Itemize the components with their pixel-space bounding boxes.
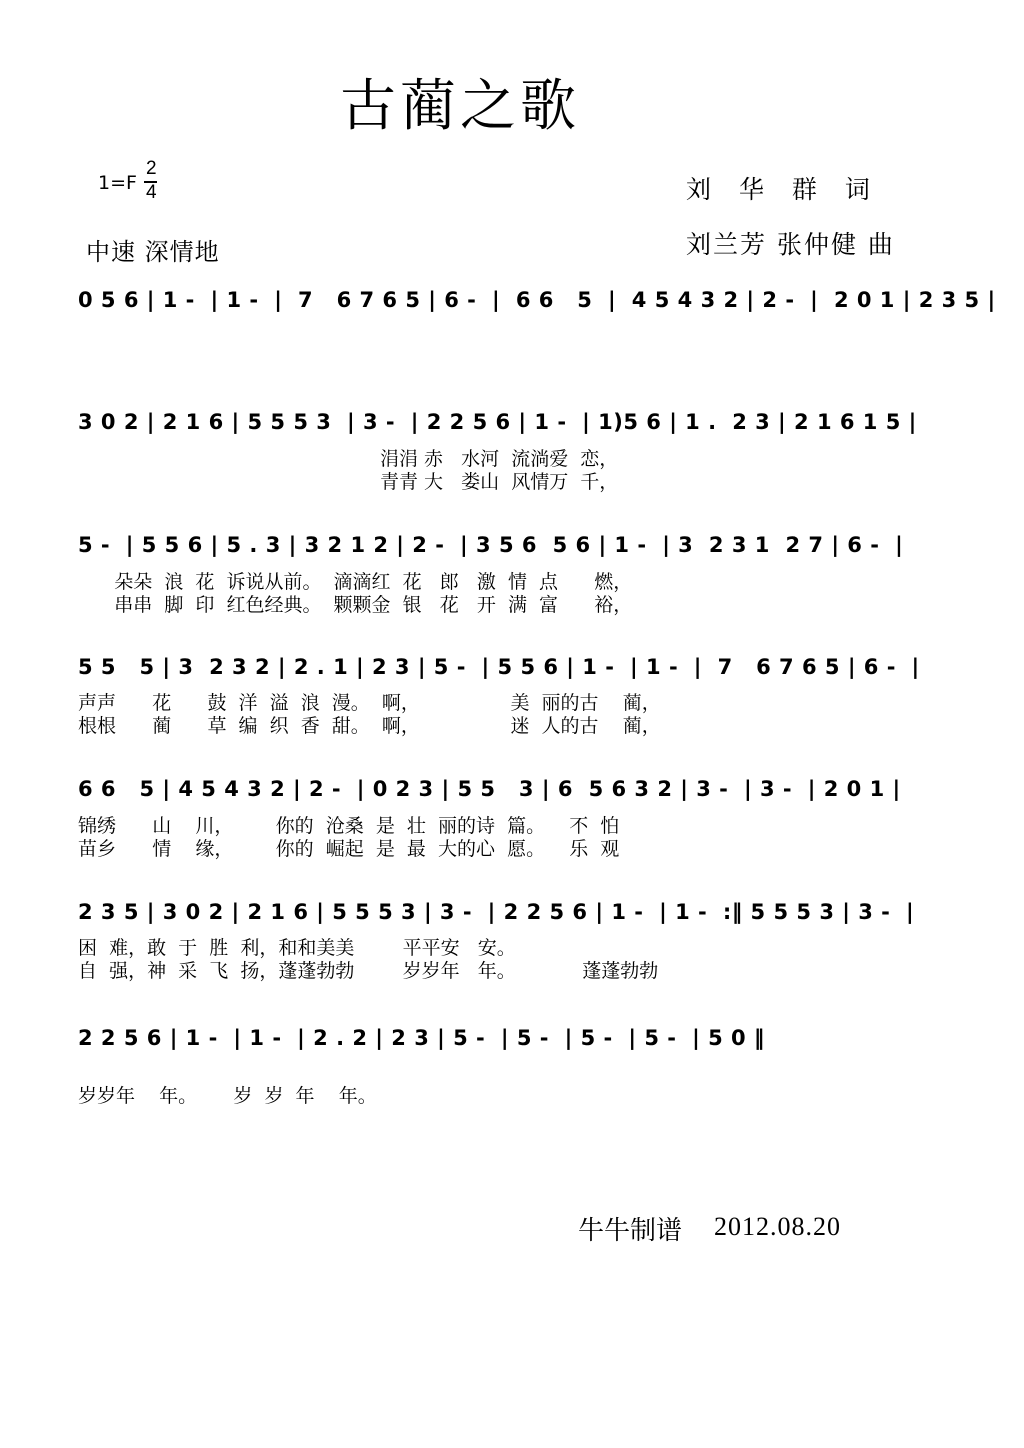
lyric-line-2-verse-1: 涓涓 赤 水河 流淌爱 恋，	[78, 448, 619, 470]
composer-credit: 刘兰芳 张仲健 曲	[686, 230, 895, 259]
song-title: 古蔺之歌	[340, 74, 580, 139]
time-signature-numerator: 2	[146, 158, 157, 179]
notation-line-2: 3 0 2 | 2 1 6 | 5 5 5 3 | 3 - | 2 2 5 6 | 1 - | 1)5 6 | 1 . 2 3 | 2 1 6 1 5 |	[78, 410, 917, 434]
lyric-line-5-verse-2: 苗乡 情 缘， 你的 崛起 是 最 大的心 愿。 乐 观	[78, 838, 620, 860]
notation-line-5: 6 6 5 | 4 5 4 3 2 | 2 - | 0 2 3 | 5 5 3 | 6 5 6 3 2 | 3 - | 3 - | 2 0 1 |	[78, 777, 901, 801]
key-signature: 1=F	[98, 172, 137, 194]
lyricist-credit: 刘 华 群 词	[686, 175, 880, 204]
notation-line-1: 0 5 6 | 1 - | 1 - | 7 6 7 6 5 | 6 - | 6 6 5 | 4 5 4 3 2 | 2 - | 2 0 1 | 2 3 5 |	[78, 288, 996, 312]
lyric-line-4-verse-2: 根根 蔺 草 编 织 香 甜。 啊， 迷 人的古 蔺，	[78, 715, 661, 737]
transcription-date: 2012.08.20	[714, 1212, 841, 1241]
lyric-line-6-verse-1: 困 难，敢 于 胜 利，和和美美 平平安 安。	[78, 937, 516, 959]
notation-line-7: 2 2 5 6 | 1 - | 1 - | 2 . 2 | 2 3 | 5 - | 5 - | 5 - | 5 - | 5 0 ‖	[78, 1026, 765, 1050]
notation-line-6: 2 3 5 | 3 0 2 | 2 1 6 | 5 5 5 3 | 3 - | 2 2 5 6 | 1 - | 1 - :‖ 5 5 5 3 | 3 - |	[78, 900, 915, 924]
notation-line-3: 5 - | 5 5 6 | 5 . 3 | 3 2 1 2 | 2 - | 3 5 6 5 6 | 1 - | 3 2 3 1 2 7 | 6 - |	[78, 533, 904, 557]
lyric-line-7: 岁岁年 年。 岁 岁 年 年。	[78, 1085, 377, 1107]
lyric-line-2-verse-2: 青青 大 娄山 风情万 千，	[78, 471, 619, 493]
time-signature-denominator: 4	[146, 182, 157, 203]
lyric-line-3-verse-2: 串串 脚 印 红色经典。 颗颗金 银 花 开 满 富 裕，	[78, 594, 633, 616]
transcriber-credit: 牛牛制谱	[578, 1216, 683, 1246]
lyric-line-5-verse-1: 锦绣 山 川， 你的 沧桑 是 壮 丽的诗 篇。 不 怕	[78, 815, 620, 837]
notation-line-4: 5 5 5 | 3 2 3 2 | 2 . 1 | 2 3 | 5 - | 5 5 6 | 1 - | 1 - | 7 6 7 6 5 | 6 - |	[78, 655, 920, 679]
lyric-line-4-verse-1: 声声 花 鼓 洋 溢 浪 漫。 啊， 美 丽的古 蔺，	[78, 692, 661, 714]
tempo-marking: 中速 深情地	[86, 238, 220, 266]
lyric-line-3-verse-1: 朵朵 浪 花 诉说从前。 滴滴红 花 郎 激 情 点 燃，	[78, 571, 633, 593]
lyric-line-6-verse-2: 自 强，神 采 飞 扬，蓬蓬勃勃 岁岁年 年。 蓬蓬勃勃	[78, 960, 659, 982]
